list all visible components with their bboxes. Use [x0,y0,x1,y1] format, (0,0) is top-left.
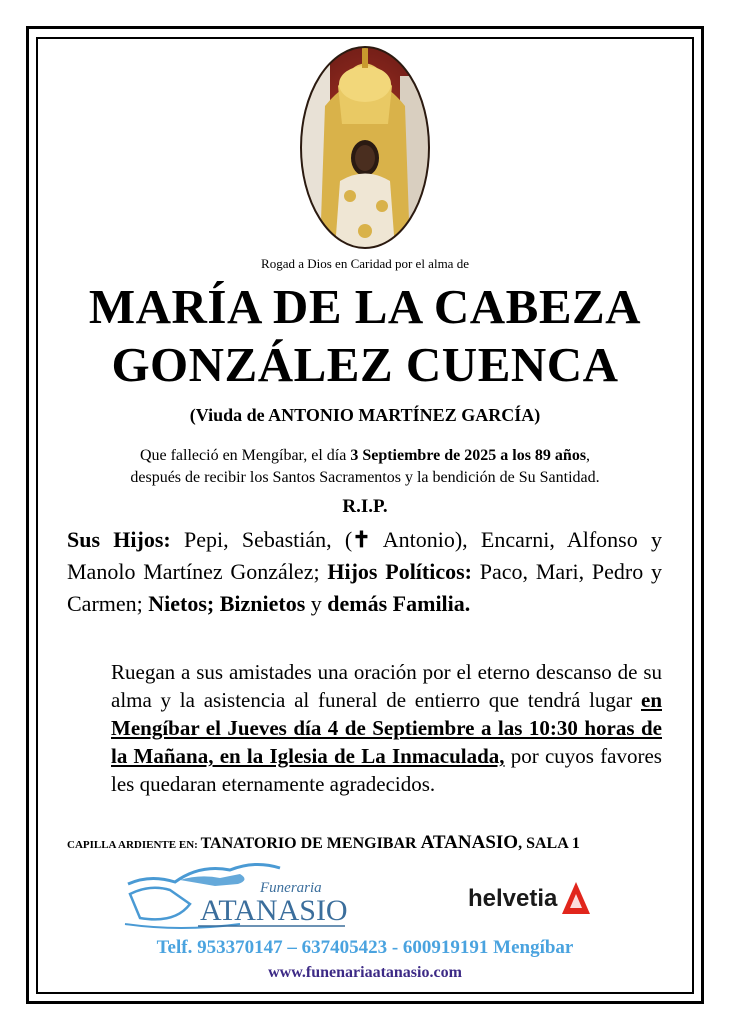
deceased-name-line1: MARÍA DE LA CABEZA [88,279,642,334]
website-link[interactable]: www.funenariaatanasio.com [268,964,462,981]
virgin-portrait-image [300,46,430,249]
sacraments-line: después de recibir los Santos Sacramentos y la bendición de Su Santidad. [130,469,600,486]
widow-of: (Viuda de ANTONIO MARTÍNEZ GARCÍA) [189,405,541,425]
death-notice: Que falleció en Mengíbar, el día 3 Septiembre de 2025 a los 89 años, después de recibir los Santos Sacramentos y la bendición de Su Santidad. [130,447,600,486]
helvetia-text: helvetia [468,885,558,912]
funeral-details: en Mengíbar el Jueves día 4 de Septiembre a las 10:30 horas de la Mañana, en la Iglesia de La Inmaculada, [111,688,662,768]
rip: R.I.P. [342,496,388,517]
prayer-intro: Rogad a Dios en Caridad por el alma de [261,256,469,271]
hijos-label: Sus Hijos: [67,527,171,552]
atanasio-text: ATANASIO [200,894,348,927]
helvetia-logo [468,878,608,918]
politicos-label: Hijos Políticos: [327,559,473,584]
demas-label: demás Familia. [327,591,471,616]
funeraria-text: Funeraria [260,880,322,896]
death-date-age: 3 Septiembre de 2025 a los 89 años [350,447,587,464]
chapel-info: CAPILLA ARDIENTE EN: TANATORIO DE MENGIBAR ATANASIO, SALA 1 [67,832,580,853]
cross-icon: ✝ [352,527,371,552]
funeraria-atanasio-logo [120,854,350,936]
deceased-name-line2: GONZÁLEZ CUENCA [111,337,619,392]
phone-numbers: Telf. 953370147 – 637405423 - 600919191 Mengíbar [156,937,574,958]
family-list: Sus Hijos: Pepi, Sebastián, (✝ Antonio), Encarni, Alfonso y Manolo Martínez González; Hijos Políticos: Paco, Mari, Pedro y Carmen; Nietos; Biznietos y demás Familia. [67,527,662,616]
nietos-label: Nietos; Biznietos [148,591,306,616]
funeral-notice: Ruegan a sus amistades una oración por el eterno descanso de su alma y la asistencia al funeral de entierro que tendrá lugar en Mengíbar el Jueves día 4 de Septiembre a las 10:30 horas de la Mañana, en la Iglesia de La Inmaculada, por cuyos favores les quedaran eternamente agradecidos. [111,660,662,796]
